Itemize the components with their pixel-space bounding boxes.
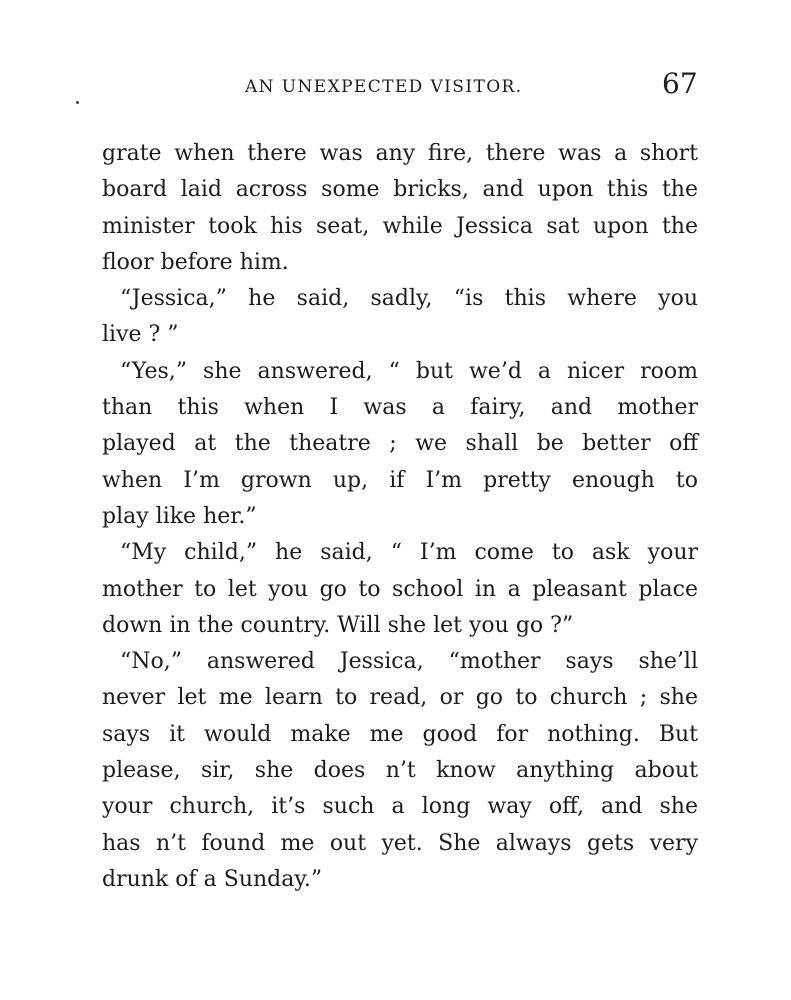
text-line: mother to let you go to school in a pleasant place (102, 576, 698, 602)
text-line: board laid across some bricks, and upon this the (102, 177, 698, 203)
text-line: “My child,” he said, “ I’m come to ask your (120, 540, 698, 566)
text-line: your church, it’s such a long way off, and she (102, 794, 698, 820)
text-line: has n’t found me out yet. She always gets very (102, 830, 698, 856)
body-text (102, 136, 698, 898)
text-line: never let me learn to read, or go to church ; she (102, 685, 698, 711)
text-line: “No,” answered Jessica, “mother says she’ll (120, 649, 698, 675)
text-line: down in the country. Will she let you go ?” (102, 612, 574, 638)
text-line: grate when there was any fire, there was a short (102, 141, 698, 166)
text-line: minister took his seat, while Jessica sat upon the (102, 213, 698, 239)
text-line: played at the theatre ; we shall be better off (102, 431, 698, 457)
text-line: drunk of a Sunday.” (102, 866, 323, 892)
text-line: floor before him. (102, 249, 289, 275)
page-number: 67 (662, 67, 698, 100)
text-line: when I’m grown up, if I’m pretty enough to (102, 467, 698, 493)
text-line: play like her.” (102, 503, 257, 529)
text-line: “Yes,” she answered, “ but we’d a nicer room (120, 358, 698, 384)
text-line: “Jessica,” he said, sadly, “is this where you (120, 286, 698, 312)
running-title: AN UNEXPECTED VISITOR. (245, 77, 523, 97)
text-line: says it would make me good for nothing. But (102, 721, 698, 747)
text-line: please, sir, she does n’t know anything about (102, 758, 698, 784)
text-line: live ? ” (102, 322, 179, 348)
text-line: than this when I was a fairy, and mother (102, 395, 698, 421)
ink-speck (76, 101, 79, 104)
